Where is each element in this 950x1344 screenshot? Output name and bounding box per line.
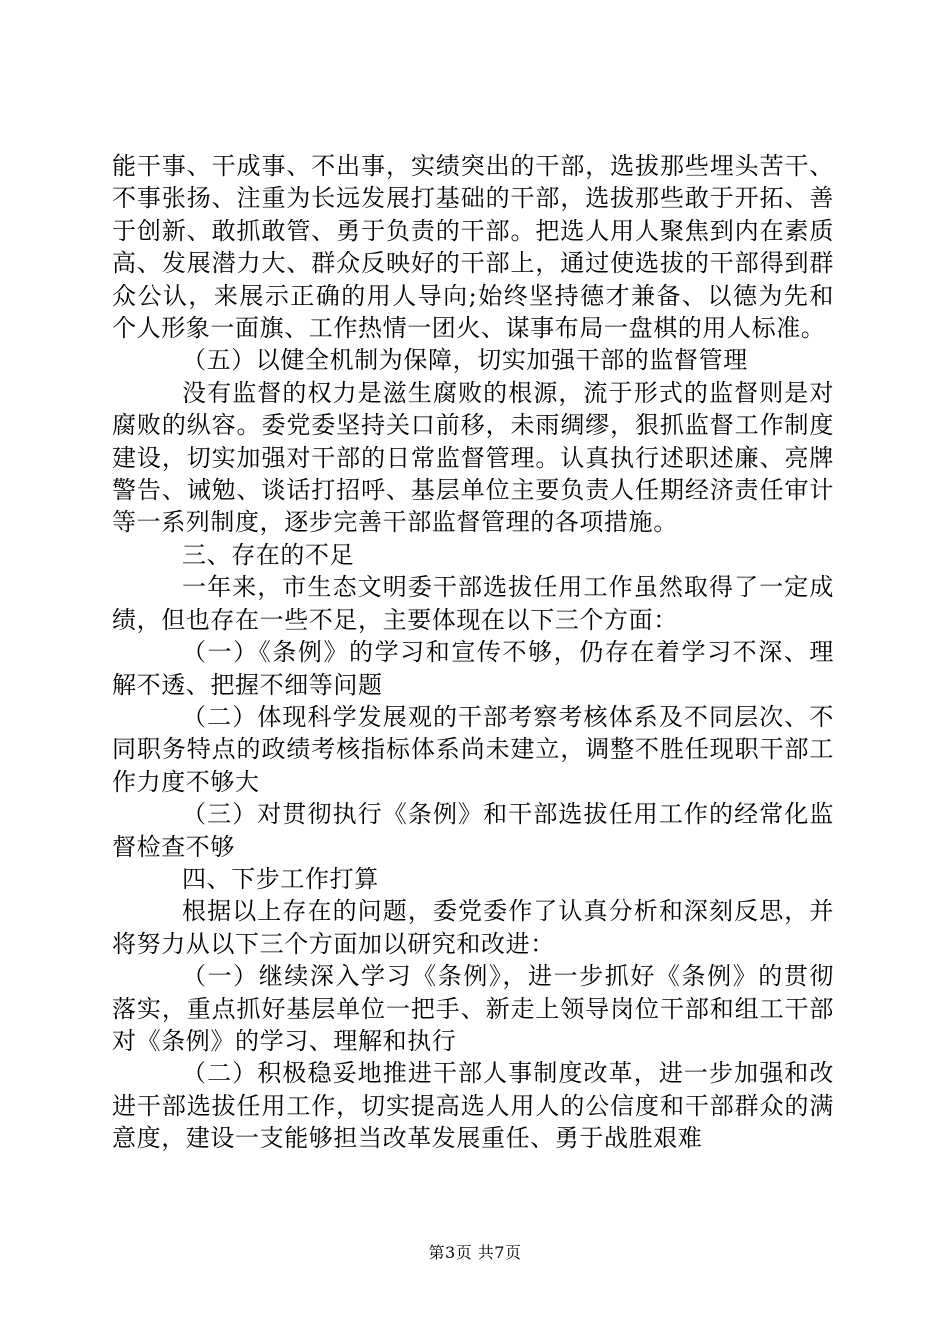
section-heading-next-steps: 四、下步工作打算	[182, 864, 379, 893]
section-heading-shortcomings: 三、存在的不足	[182, 540, 355, 569]
list-item-next-step-1: （一）继续深入学习《条例》，进一步抓好《条例》的贯彻落实，重点抓好基层单位一把手、新走上领导岗位干部和组工干部对《条例》的学习、理解和执行	[112, 962, 834, 1055]
list-item-shortcoming-3: （三）对贯彻执行《条例》和干部选拔任用工作的经常化监督检查不够	[112, 800, 834, 861]
page-number-footer: 第3页 共7页	[428, 1243, 522, 1262]
list-item-next-step-2: （二）积极稳妥地推进干部人事制度改革，进一步加强和改进干部选拔任用工作，切实提高选人用人的公信度和干部群众的满意度，建设一支能够担当改革发展重任、勇于战胜艰难	[112, 1059, 834, 1153]
list-item-shortcoming-1: （一）《条例》的学习和宣传不够，仍存在着学习不深、理解不透、把握不细等问题	[112, 638, 834, 699]
paragraph-shortcomings-intro: 一年来，市生态文明委干部选拔任用工作虽然取得了一定成绩，但也存在一些不足，主要体现在以下三个方面：	[112, 573, 834, 634]
paragraph-next-steps-intro: 根据以上存在的问题，委党委作了认真分析和深刻反思，并将努力从以下三个方面加以研究和改进：	[112, 897, 834, 958]
list-item-shortcoming-2: （二）体现科学发展观的干部考察考核体系及不同层次、不同职务特点的政绩考核指标体系尚未建立，调整不胜任现职干部工作力度不够大	[112, 702, 834, 796]
paragraph-continuation: 能干事、干成事、不出事，实绩突出的干部，选拔那些埋头苦干、不事张扬、注重为长远发展打基础的干部，选拔那些敢于开拓、善于创新、敢抓敢管、勇于负责的干部。把选人用人聚焦到内在素质高、发展潜力大、群众反映好的干部上，通过使选拔的干部得到群众公认，来展示正确的用人导向;始终坚持德才兼备、以德为先和个人形象一面旗、工作热情一团火、谋事布局一盘棋的用人标准。	[112, 152, 834, 343]
document-body	[112, 150, 834, 1155]
section-heading-5: （五）以健全机制为保障，切实加强干部的监督管理	[182, 346, 748, 375]
paragraph-supervision: 没有监督的权力是滋生腐败的根源，流于形式的监督则是对腐败的纵容。委党委坚持关口前移，未雨绸缪，狠抓监督工作制度建设，切实加强对干部的日常监督管理。认真执行述职述廉、亮牌警告、诫勉、谈话打招呼、基层单位主要负责人任期经济责任审计等一系列制度，逐步完善干部监督管理的各项措施。	[112, 378, 834, 537]
